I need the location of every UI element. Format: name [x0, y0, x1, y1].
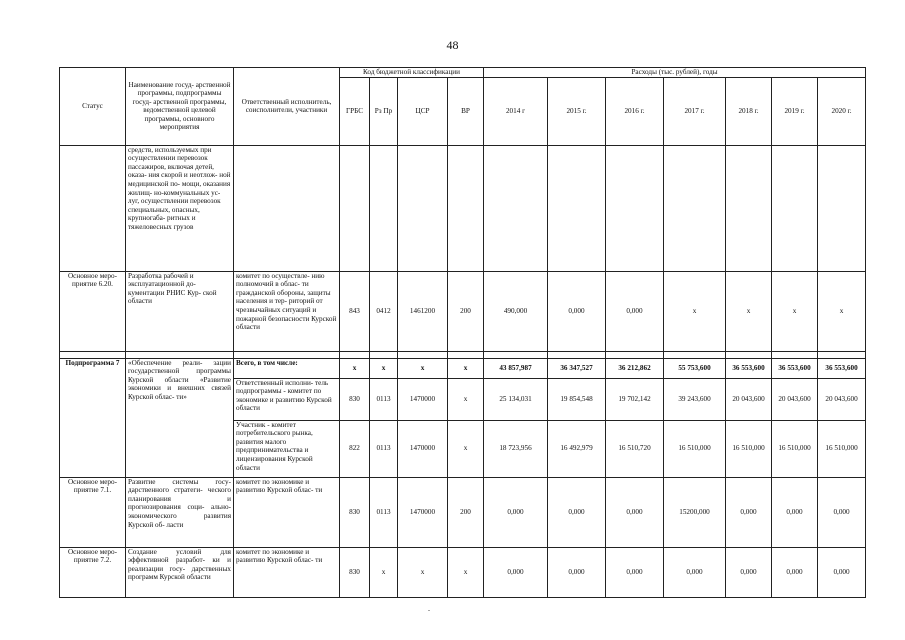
grbs-cell: 830	[340, 547, 370, 597]
rzpr-cell: 0113	[370, 477, 398, 547]
grbs-cell: 822	[340, 420, 370, 477]
table-row	[60, 145, 866, 271]
header-rzpr: Рз Пр	[370, 77, 398, 145]
status-cell: Основное меро- приятие 6.20.	[60, 271, 126, 351]
name-cell: средств, используемых при осуществлении перевозок пассажиров, включая детей, оказа- ния скорой и неотлож- ной медицинской по- мощи, оказания жилищ- но-коммунальных ус- луг, осуществлении перевозок специальных, опасных, крупногаба- ритных и тяжеловесных грузов	[126, 145, 234, 271]
rzpr-cell: 0113	[370, 420, 398, 477]
csr-cell: x	[398, 358, 448, 378]
csr-cell: 1461200	[398, 271, 448, 351]
vr-cell: x	[448, 358, 484, 378]
footer-mark: .	[428, 604, 430, 613]
header-expense-group: Расходы (тыс. рублей), годы	[484, 68, 866, 78]
responsible-cell: Участник - комитет потребительского рынка, развития малого предпринимательства и лицензирования Курской области	[234, 420, 340, 477]
grbs-cell: 830	[340, 477, 370, 547]
responsible-cell: комитет по осуществле- нию полномочий в облас- ти гражданской обороны, защиты населения и тер- риторий от чрезвычайных ситуаций и пожарной безопасности Курской области	[234, 271, 340, 351]
rzpr-cell: 0412	[370, 271, 398, 351]
value-cell: 0,000	[726, 547, 772, 597]
page-number: 48	[446, 38, 459, 52]
value-cell: 0,000	[664, 547, 726, 597]
rzpr-cell: 0113	[370, 378, 398, 420]
value-cell: 25 134,031	[484, 378, 548, 420]
vr-cell: x	[448, 378, 484, 420]
value-cell: 55 753,600	[664, 358, 726, 378]
value-cell: 0,000	[484, 547, 548, 597]
value-cell: 0,000	[818, 477, 866, 547]
header-year-2019: 2019 г.	[772, 77, 818, 145]
value-cell: 36 553,600	[818, 358, 866, 378]
value-cell: 0,000	[606, 271, 664, 351]
responsible-cell: комитет по экономике и развитию Курской облас- ти	[234, 477, 340, 547]
value-cell: 20 043,600	[818, 378, 866, 420]
table-row	[60, 271, 866, 351]
csr-cell: 1470000	[398, 477, 448, 547]
value-cell: 0,000	[726, 477, 772, 547]
value-cell: 19 854,548	[548, 378, 606, 420]
table-row	[60, 547, 866, 597]
value-cell: 36 553,600	[772, 358, 818, 378]
value-cell: 16 510,000	[664, 420, 726, 477]
value-cell: 36 347,527	[548, 358, 606, 378]
value-cell: 36 553,600	[726, 358, 772, 378]
spacer-row	[60, 351, 866, 358]
value-cell: x	[818, 271, 866, 351]
status-cell	[60, 145, 126, 271]
value-cell: 0,000	[548, 271, 606, 351]
value-cell: 0,000	[484, 477, 548, 547]
value-cell: x	[726, 271, 772, 351]
value-cell: x	[772, 271, 818, 351]
value-cell: x	[664, 271, 726, 351]
value-cell: 39 243,600	[664, 378, 726, 420]
header-code-group: Код бюджетной классификации	[340, 68, 484, 78]
value-cell: 490,000	[484, 271, 548, 351]
name-cell: «Обеспечение реали- зации государственной программы Курской области «Развитие экономики и внешних связей Курской облас- ти»	[126, 358, 234, 477]
name-cell: Развитие системы госу- дарственного стратеги- ческого планирования и прогнозирования соци- ально-экономического развития Курской об- ласти	[126, 477, 234, 547]
rzpr-cell: x	[370, 547, 398, 597]
grbs-cell: x	[340, 358, 370, 378]
responsible-cell: Ответственный исполни- тель подпрограммы - комитет по экономике и развитию Курской области	[234, 378, 340, 420]
header-year-2018: 2018 г.	[726, 77, 772, 145]
header-year-2017: 2017 г.	[664, 77, 726, 145]
value-cell: 20 043,600	[726, 378, 772, 420]
status-cell: Основное меро- приятие 7.2.	[60, 547, 126, 597]
vr-cell: 200	[448, 477, 484, 547]
name-cell: Создание условий для эффективной разработ- ки и реализации госу- дарственных программ Курской области	[126, 547, 234, 597]
header-status: Статус	[60, 68, 126, 146]
value-cell: 18 723,956	[484, 420, 548, 477]
rzpr-cell: x	[370, 358, 398, 378]
value-cell: 0,000	[772, 547, 818, 597]
value-cell: 0,000	[818, 547, 866, 597]
responsible-cell: комитет по экономике и развитию Курской облас- ти	[234, 547, 340, 597]
value-cell: 16 510,000	[818, 420, 866, 477]
vr-cell: x	[448, 420, 484, 477]
table-row	[60, 358, 866, 378]
value-cell: 16 510,000	[726, 420, 772, 477]
header-year-2014: 2014 г	[484, 77, 548, 145]
status-cell: Подпрограмма 7	[60, 358, 126, 477]
header-responsible: Ответственный исполнитель, соисполнители, участники	[234, 68, 340, 146]
csr-cell: 1470000	[398, 378, 448, 420]
value-cell: 43 857,987	[484, 358, 548, 378]
budget-table	[59, 67, 866, 598]
value-cell: 15200,000	[664, 477, 726, 547]
value-cell: 19 702,142	[606, 378, 664, 420]
csr-cell: x	[398, 547, 448, 597]
vr-cell: 200	[448, 271, 484, 351]
value-cell: 0,000	[606, 547, 664, 597]
value-cell: 0,000	[548, 547, 606, 597]
header-year-2015: 2015 г.	[548, 77, 606, 145]
header-vr: ВР	[448, 77, 484, 145]
value-cell: 20 043,600	[772, 378, 818, 420]
header-year-2016: 2016 г.	[606, 77, 664, 145]
grbs-cell: 843	[340, 271, 370, 351]
value-cell: 0,000	[606, 477, 664, 547]
value-cell: 16 510,720	[606, 420, 664, 477]
header-grbs: ГРБС	[340, 77, 370, 145]
csr-cell: 1470000	[398, 420, 448, 477]
value-cell: 0,000	[548, 477, 606, 547]
vr-cell: x	[448, 547, 484, 597]
header-csr: ЦСР	[398, 77, 448, 145]
header-name: Наименование госуд- арственной программы, подпрограммы госуд- арственной программы, ведомственной целевой программы, основного мероприятия	[126, 68, 234, 146]
header-row-1	[60, 68, 866, 78]
responsible-cell: Всего, в том числе:	[234, 358, 340, 378]
value-cell: 16 510,000	[772, 420, 818, 477]
status-cell: Основное меро- приятие 7.1.	[60, 477, 126, 547]
grbs-cell: 830	[340, 378, 370, 420]
value-cell: 36 212,862	[606, 358, 664, 378]
value-cell: 16 492,979	[548, 420, 606, 477]
name-cell: Разработка рабочей и эксплуатационной до- кументации РНИС Кур- ской области	[126, 271, 234, 351]
table-row	[60, 477, 866, 547]
header-year-2020: 2020 г.	[818, 77, 866, 145]
value-cell: 0,000	[772, 477, 818, 547]
responsible-cell	[234, 145, 340, 271]
